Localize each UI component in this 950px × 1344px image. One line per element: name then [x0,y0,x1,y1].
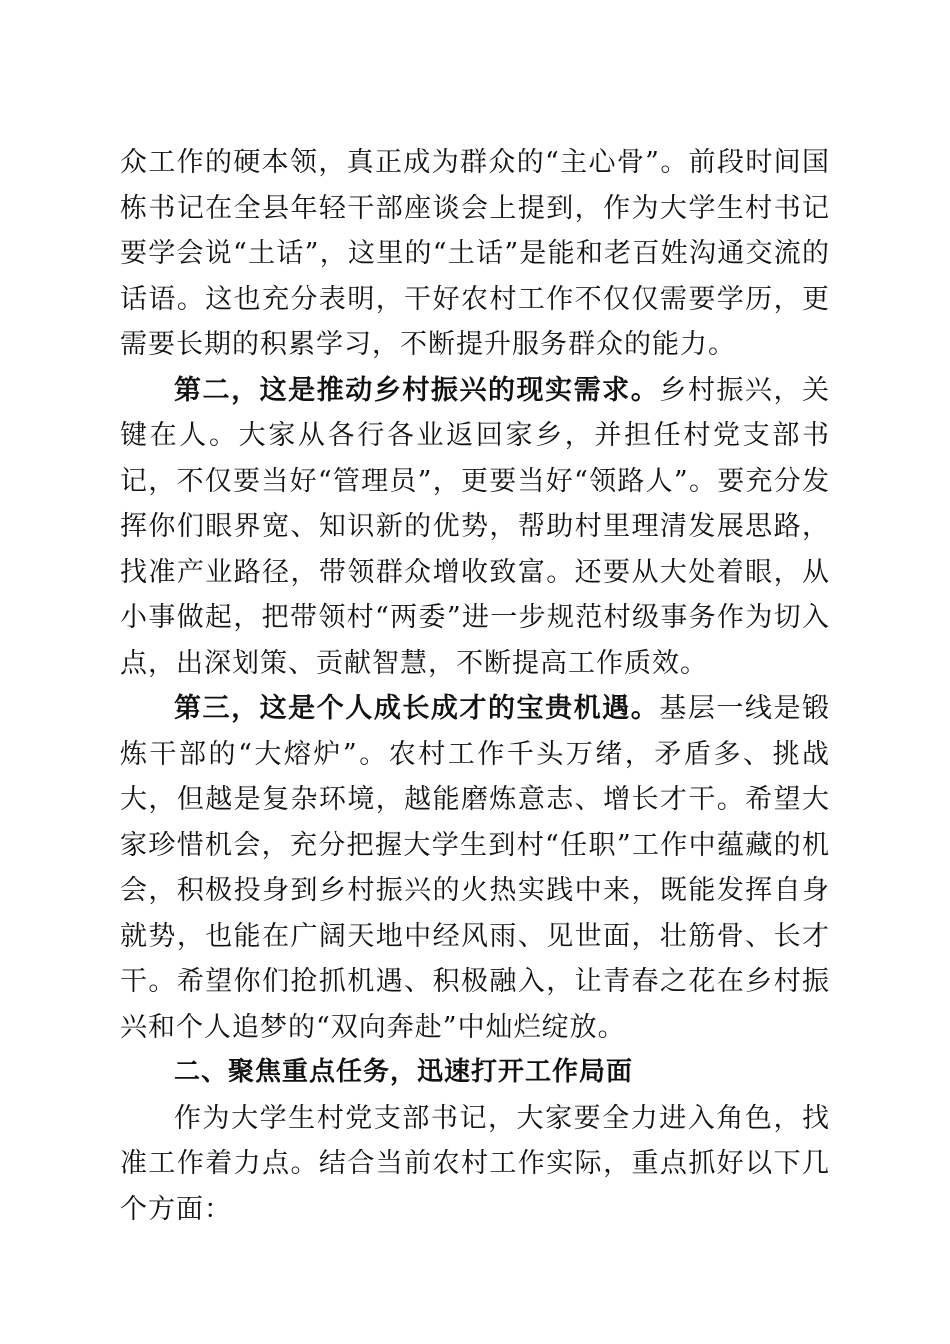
paragraph-third-point [120,686,830,1050]
paragraph-lead-sentence: 第二，这是推动乡村振兴的现实需求。 [174,374,660,406]
paragraph-lead-sentence: 第三，这是个人成长成才的宝贵机遇。 [174,693,660,724]
paragraph-text: 乡村振兴，关键在人。大家从各行各业返回家乡，并担任村党支部书记，不仅要当好“管理员”，更要当好“领路人”。要充分发挥你们眼界宽、知识新的优势，帮助村里理清发展思路，找准产业路径，带领群众增收致富。还要从大处着眼，从小事做起，把带领村“两委”进一步规范村级事务作为切入点，出深划策、贡献智慧，不断提高工作质效。 [120,374,831,679]
paragraph-continuation [120,140,830,368]
paragraph-second-point [120,368,830,687]
paragraph-text: 作为大学生村党支部书记，大家要全力进入角色，找准工作着力点。结合当前农村工作实际，重点抓好以下几个方面： [120,1102,830,1225]
paragraph-section-intro [120,1096,830,1233]
section-heading: 二、聚焦重点任务，迅速打开工作局面 [174,1057,634,1087]
paragraph-text: 众工作的硬本领，真正成为群众的“主心骨”。前段时间国栋书记在全县年轻干部座谈会上提到，作为大学生村书记要学会说“土话”，这里的“土话”是能和老百姓沟通交流的话语。这也充分表明，干好农村工作不仅仅需要学历，更需要长期的积累学习，不断提升服务群众的能力。 [120,147,830,360]
document-body [120,140,830,1232]
paragraph-text: 基层一线是锻炼干部的“大熔炉”。农村工作千头万绪，矛盾多、挑战大，但越是复杂环境，越能磨炼意志、增长才干。希望大家珍惜机会，充分把握大学生到村“任职”工作中蕴藏的机会，积极投身到乡村振兴的火热实践中来，既能发挥自身就势，也能在广阔天地中经风雨、见世面，壮筋骨、长才干。希望你们抢抓机遇、积极融入，让青春之花在乡村振兴和个人追梦的“双向奔赴”中灿烂绽放。 [120,693,831,1043]
